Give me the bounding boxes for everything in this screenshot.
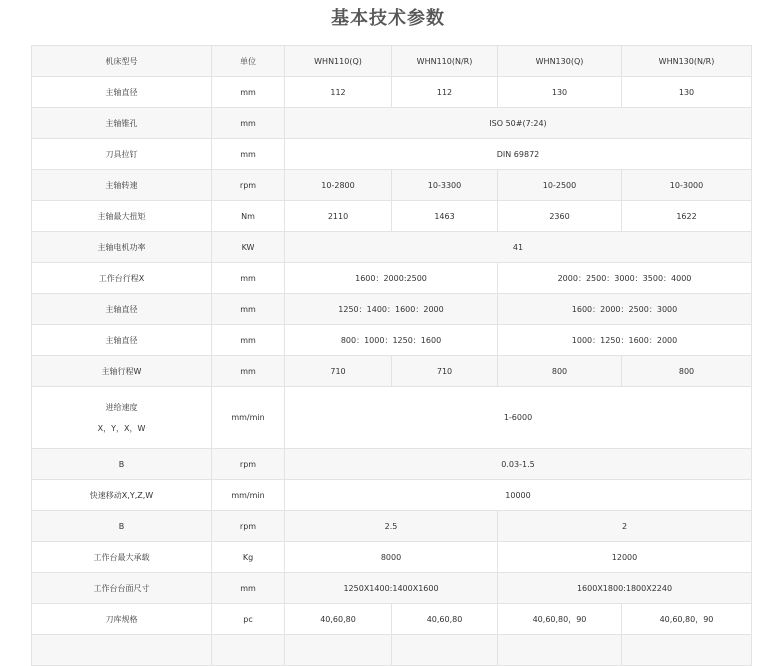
table-row <box>32 108 752 139</box>
param-name <box>32 387 212 449</box>
header-param: 机床型号 <box>32 46 212 77</box>
empty-cell <box>212 635 285 666</box>
param-value: 10000 <box>285 480 752 511</box>
param-value: 1250：1400：1600：2000 <box>285 294 498 325</box>
param-name: 主轴电机功率 <box>32 232 212 263</box>
param-value: 800 <box>498 356 622 387</box>
param-value: 40,60,80，90 <box>622 604 752 635</box>
spec-table <box>31 45 752 666</box>
param-unit: rpm <box>212 170 285 201</box>
param-value: 0.03-1.5 <box>285 449 752 480</box>
param-name: 主轴直径 <box>32 294 212 325</box>
param-unit: pc <box>212 604 285 635</box>
param-value: 10-3300 <box>392 170 498 201</box>
param-value: 130 <box>498 77 622 108</box>
param-value: 710 <box>285 356 392 387</box>
param-name: 工作台台面尺寸 <box>32 573 212 604</box>
param-value: 40,60,80 <box>392 604 498 635</box>
param-value: 2.5 <box>285 511 498 542</box>
param-unit: mm <box>212 356 285 387</box>
table-row <box>32 387 752 449</box>
header-model: WHN130(Q) <box>498 46 622 77</box>
param-unit: Nm <box>212 201 285 232</box>
param-unit: mm <box>212 263 285 294</box>
page-title: 基本技术参数 <box>331 8 445 29</box>
param-value: 1600：2000:2500 <box>285 263 498 294</box>
table-row <box>32 201 752 232</box>
param-value: 10-2500 <box>498 170 622 201</box>
param-name: 主轴最大扭矩 <box>32 201 212 232</box>
param-unit: Kg <box>212 542 285 573</box>
table-row <box>32 263 752 294</box>
param-name: B <box>32 511 212 542</box>
param-name: 工作台最大承载 <box>32 542 212 573</box>
empty-cell <box>285 635 392 666</box>
param-unit: rpm <box>212 511 285 542</box>
param-value: 8000 <box>285 542 498 573</box>
param-name-line2: X，Y，X，W <box>97 423 146 433</box>
param-value: 1622 <box>622 201 752 232</box>
param-unit: mm <box>212 108 285 139</box>
param-value: 2110 <box>285 201 392 232</box>
param-value: 130 <box>622 77 752 108</box>
param-unit: mm/min <box>212 387 285 449</box>
param-value: 2 <box>498 511 752 542</box>
param-value: 1000：1250：1600：2000 <box>498 325 752 356</box>
param-value: DIN 69872 <box>285 139 752 170</box>
param-name: 主轴锥孔 <box>32 108 212 139</box>
param-value: 10-3000 <box>622 170 752 201</box>
param-value: 1600：2000：2500：3000 <box>498 294 752 325</box>
empty-cell <box>32 635 212 666</box>
param-unit: mm <box>212 573 285 604</box>
param-name: 主轴直径 <box>32 325 212 356</box>
param-unit: mm <box>212 294 285 325</box>
param-value: 40,60,80，90 <box>498 604 622 635</box>
param-unit: mm <box>212 139 285 170</box>
param-name: 快速移动X,Y,Z,W <box>32 480 212 511</box>
param-value: 710 <box>392 356 498 387</box>
param-value: ISO 50#(7:24) <box>285 108 752 139</box>
table-row <box>32 325 752 356</box>
table-row <box>32 635 752 666</box>
param-name: 主轴行程W <box>32 356 212 387</box>
table-row <box>32 139 752 170</box>
param-value: 800：1000：1250：1600 <box>285 325 498 356</box>
param-name: 主轴直径 <box>32 77 212 108</box>
param-value: 12000 <box>498 542 752 573</box>
header-model: WHN130(N/R) <box>622 46 752 77</box>
param-value: 1600X1800:1800X2240 <box>498 573 752 604</box>
param-value: 2000：2500：3000：3500：4000 <box>498 263 752 294</box>
param-name: 工作台行程X <box>32 263 212 294</box>
empty-cell <box>622 635 752 666</box>
table-row <box>32 232 752 263</box>
param-value: 1463 <box>392 201 498 232</box>
param-value: 2360 <box>498 201 622 232</box>
param-unit: KW <box>212 232 285 263</box>
empty-cell <box>498 635 622 666</box>
table-row <box>32 77 752 108</box>
empty-cell <box>392 635 498 666</box>
table-row <box>32 604 752 635</box>
param-value: 1250X1400:1400X1600 <box>285 573 498 604</box>
header-model: WHN110(N/R) <box>392 46 498 77</box>
param-name: 刀具拉钉 <box>32 139 212 170</box>
param-name-line1: 进给速度 <box>105 402 138 412</box>
param-unit: mm <box>212 325 285 356</box>
param-value: 112 <box>392 77 498 108</box>
table-row <box>32 449 752 480</box>
param-value: 40,60,80 <box>285 604 392 635</box>
param-value: 1-6000 <box>285 387 752 449</box>
param-value: 112 <box>285 77 392 108</box>
param-unit: rpm <box>212 449 285 480</box>
table-row <box>32 480 752 511</box>
param-value: 10-2800 <box>285 170 392 201</box>
table-row <box>32 170 752 201</box>
param-value: 41 <box>285 232 752 263</box>
param-name: 主轴转速 <box>32 170 212 201</box>
param-name: B <box>32 449 212 480</box>
table-row <box>32 573 752 604</box>
param-value: 800 <box>622 356 752 387</box>
table-row <box>32 294 752 325</box>
header-unit: 单位 <box>212 46 285 77</box>
param-name: 刀库规格 <box>32 604 212 635</box>
table-row <box>32 511 752 542</box>
param-unit: mm <box>212 77 285 108</box>
table-row <box>32 356 752 387</box>
header-model: WHN110(Q) <box>285 46 392 77</box>
table-header-row <box>32 46 752 77</box>
table-row <box>32 542 752 573</box>
param-unit: mm/min <box>212 480 285 511</box>
